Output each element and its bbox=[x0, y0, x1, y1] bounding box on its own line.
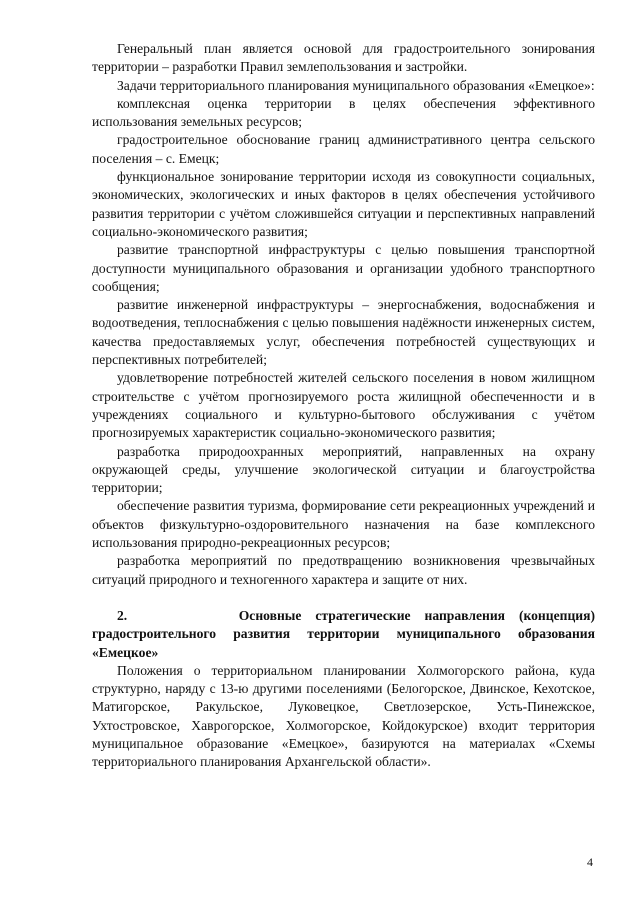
paragraph-general-plan: Генеральный план является основой для градостроительного зонирования территории – разработки Правил землепользования и застройки. bbox=[92, 41, 595, 75]
section-title: Основные стратегические направления (концепция) градостроительного развития территории муниципального образования «Емецкое» bbox=[92, 607, 596, 660]
section-number: 2. bbox=[117, 607, 128, 623]
task-item: развитие инженерной инфраструктуры – энергоснабжения, водоснабжения и водоотведения, теплоснабжения с целью повышения надёжности инженерных систем, качества предоставляемых услуг, обеспечения потребностей существующих и перспективных потребителей; bbox=[92, 297, 595, 368]
task-item: разработка мероприятий по предотвращению возникновения чрезвычайных ситуаций природного и техногенного характера и защите от них. bbox=[92, 553, 595, 587]
task-item: разработка природоохранных мероприятий, направленных на охрану окружающей среды, улучшение экологической ситуации и благоустройства территории; bbox=[92, 443, 595, 496]
task-item: удовлетворение потребностей жителей сельского поселения в новом жилищном строительстве с учётом прогнозируемого роста жилищной обеспеченности и в учреждениях социального и культурно-бытового обслуживания с учётом прогнозируемых характеристик социально-экономического развития; bbox=[92, 370, 595, 441]
page-body bbox=[92, 40, 595, 772]
page-number: 4 bbox=[587, 855, 593, 869]
paragraph-territorial-planning: Положения о территориальном планировании Холмогорского района, куда структурно, наряду с 13-ю другими поселениями (Белогорское, Двинское, Кехотское, Матигорское, Ракульское, Луковецкое, Светлозерское, Усть-Пинежское, Ухтостровское, Хаврогорское, Холмогорское, Койдокурское) входит территория муниципальное образование «Емецкое», базируются на материалах «Схемы территориального планирования Архангельской области». bbox=[92, 662, 595, 770]
section-heading bbox=[92, 607, 595, 662]
task-item: комплексная оценка территории в целях обеспечения эффективного использования земельных ресурсов; bbox=[92, 95, 595, 130]
paragraph-tasks-intro: Задачи территориального планирования муниципального образования «Емецкое»: bbox=[117, 77, 595, 93]
task-item: развитие транспортной инфраструктуры с целью повышения транспортной доступности муниципального образования и организации удобного транспортного сообщения; bbox=[92, 242, 595, 294]
task-item: функциональное зонирование территории исходя из совокупности социальных, экономических, экологических и иных факторов в целях обеспечения устойчивого развития территории с учётом сложившейся ситуации и перспективных направлений социально-экономического развития; bbox=[92, 169, 595, 239]
task-item: обеспечение развития туризма, формирование сети рекреационных учреждений и объектов физкультурно-оздоровительного назначения на базе комплексного использования природно-рекреационных ресурсов; bbox=[92, 498, 595, 551]
task-item: градостроительное обоснование границ административного центра сельского поселения – с. Емецк; bbox=[92, 132, 595, 166]
